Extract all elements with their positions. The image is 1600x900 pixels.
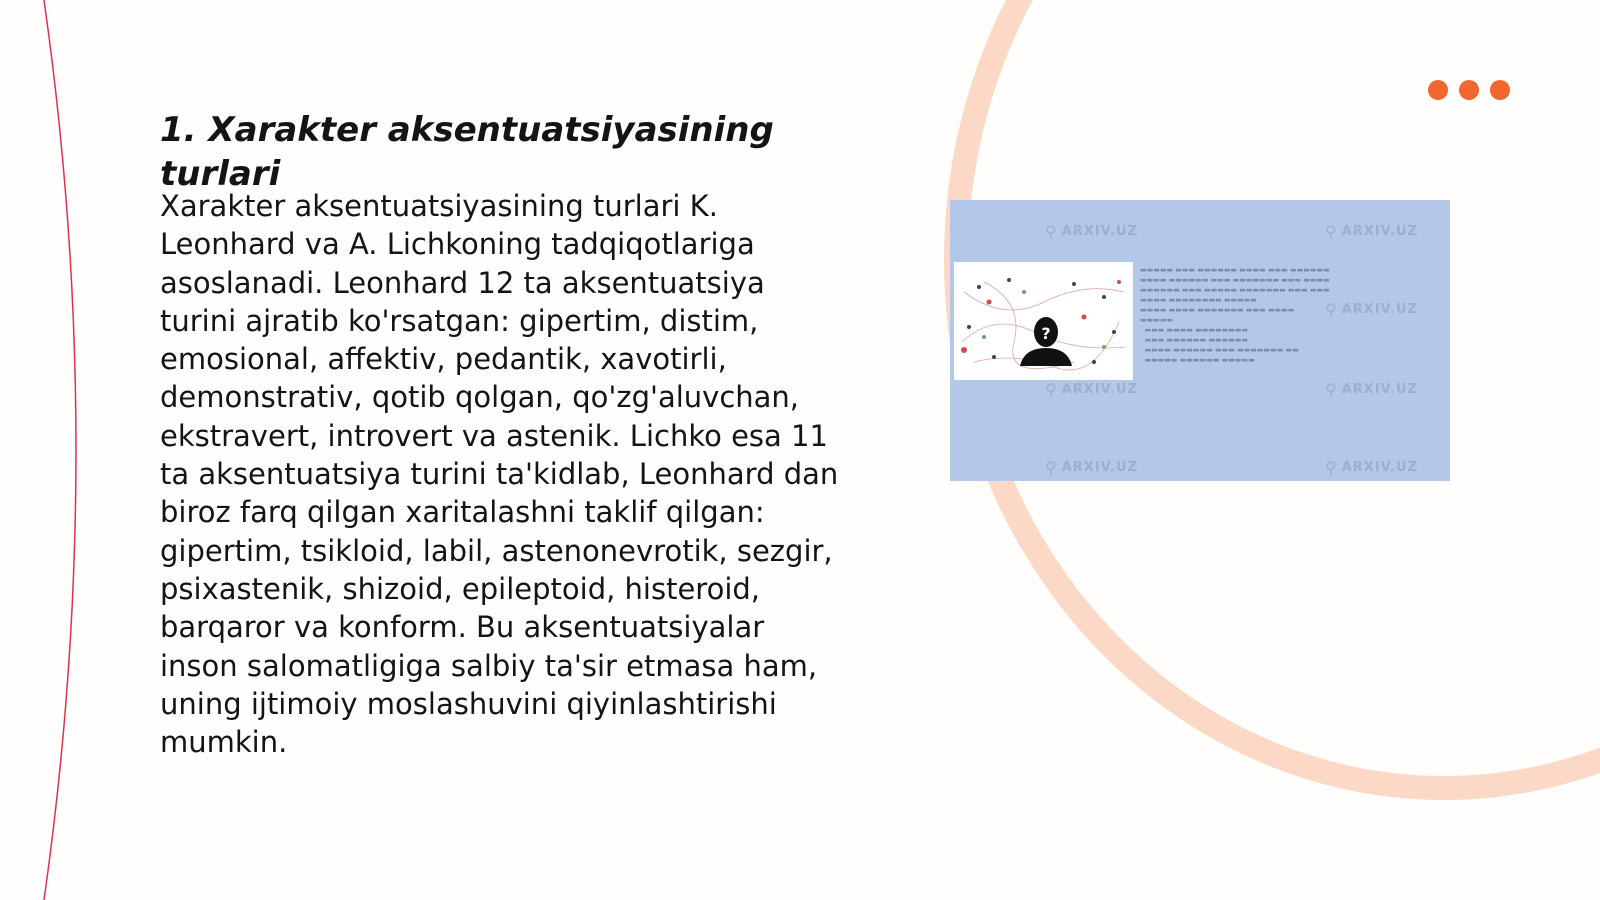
magnifier-icon: ⚲ (1045, 222, 1058, 241)
magnifier-icon: ⚲ (1325, 222, 1338, 241)
slide-title: 1. Xarakter aksentuatsiyasining turlari (160, 110, 774, 194)
magnifier-icon: ⚲ (1325, 458, 1338, 477)
decorative-left-arc (0, 0, 120, 900)
dot-2 (1459, 80, 1479, 100)
watermark-2: ⚲ ARXIV.UZ (1325, 222, 1418, 241)
watermark-6: ⚲ ARXIV.UZ (1045, 458, 1138, 477)
dots-icon (1428, 80, 1510, 100)
watermark-5: ⚲ ARXIV.UZ (1325, 380, 1418, 399)
magnifier-icon: ⚲ (1045, 380, 1058, 399)
dot-3 (1490, 80, 1510, 100)
slide-body-text: Xarakter aksentuatsiyasining turlari K. Leonhard va A. Lichkoning tadqiqotlariga asoslanadi. Leonhard 12 ta aksentuatsiya turini ajratib ko'rsatgan: gipertim, distim, emosional, affektiv, pedantik, xavotirli, demonstrativ, qotib qolgan, qo'zg'aluvchan, ekstravert, introvert va astenik. Lichko esa 11 ta aksentuatsiya turini ta'kidlab, Leonhard dan biroz farq qilgan xaritalashni taklif qilgan: gipertim, tsikloid, labil, astenonevrotik, sezgir, psixastenik, shizoid, epileptoid, histeroid, barqaror va konform. Bu aksentuatsiyalar inson salomatligiga salbiy ta'sir etmasa ham, uning ijtimoiy moslashuvini qiyinlashtirishi mumkin. (160, 189, 839, 760)
person-illustration (954, 262, 1133, 380)
magnifier-icon: ⚲ (1325, 300, 1338, 319)
magnifier-icon: ⚲ (1045, 458, 1058, 477)
slide-image-text: ▬▬▬▬▬ ▬▬▬ ▬▬▬▬▬▬ ▬▬▬▬ ▬▬▬ ▬▬▬▬▬▬ ▬▬▬▬ ▬▬▬▬▬▬ ▬▬▬ ▬▬▬▬▬▬▬ ▬▬▬ ▬▬▬▬ ▬▬▬▬▬▬ ▬▬▬ ▬▬▬▬▬ ▬▬▬▬▬▬▬ ▬▬▬ ▬▬▬ ▬▬▬▬ ▬▬▬▬▬▬▬▬ ▬▬▬▬▬ ▬▬▬▬ ▬▬▬▬ ▬▬▬▬▬▬▬ ▬▬▬ ▬▬▬▬ ▬▬▬▬▬ ▬▬▬ ▬▬▬▬ ▬▬▬▬▬▬▬▬ ▬▬▬ ▬▬▬▬▬▬ ▬▬▬▬▬▬ ▬▬▬▬ ▬▬▬▬▬▬ ▬▬▬ ▬▬▬▬▬▬▬ ▬▬ ▬▬▬▬▬ ▬▬▬▬▬▬ ▬▬▬▬▬ (1140, 266, 1330, 364)
question-mark-icon: ? (1041, 324, 1051, 343)
watermark-3: ⚲ ARXIV.UZ (1325, 300, 1418, 319)
watermark-4: ⚲ ARXIV.UZ (1045, 380, 1138, 399)
watermark-7: ⚲ ARXIV.UZ (1325, 458, 1418, 477)
embedded-slide-image (950, 200, 1450, 481)
magnifier-icon: ⚲ (1325, 380, 1338, 399)
watermark-1: ⚲ ARXIV.UZ (1045, 222, 1138, 241)
dot-1 (1428, 80, 1448, 100)
